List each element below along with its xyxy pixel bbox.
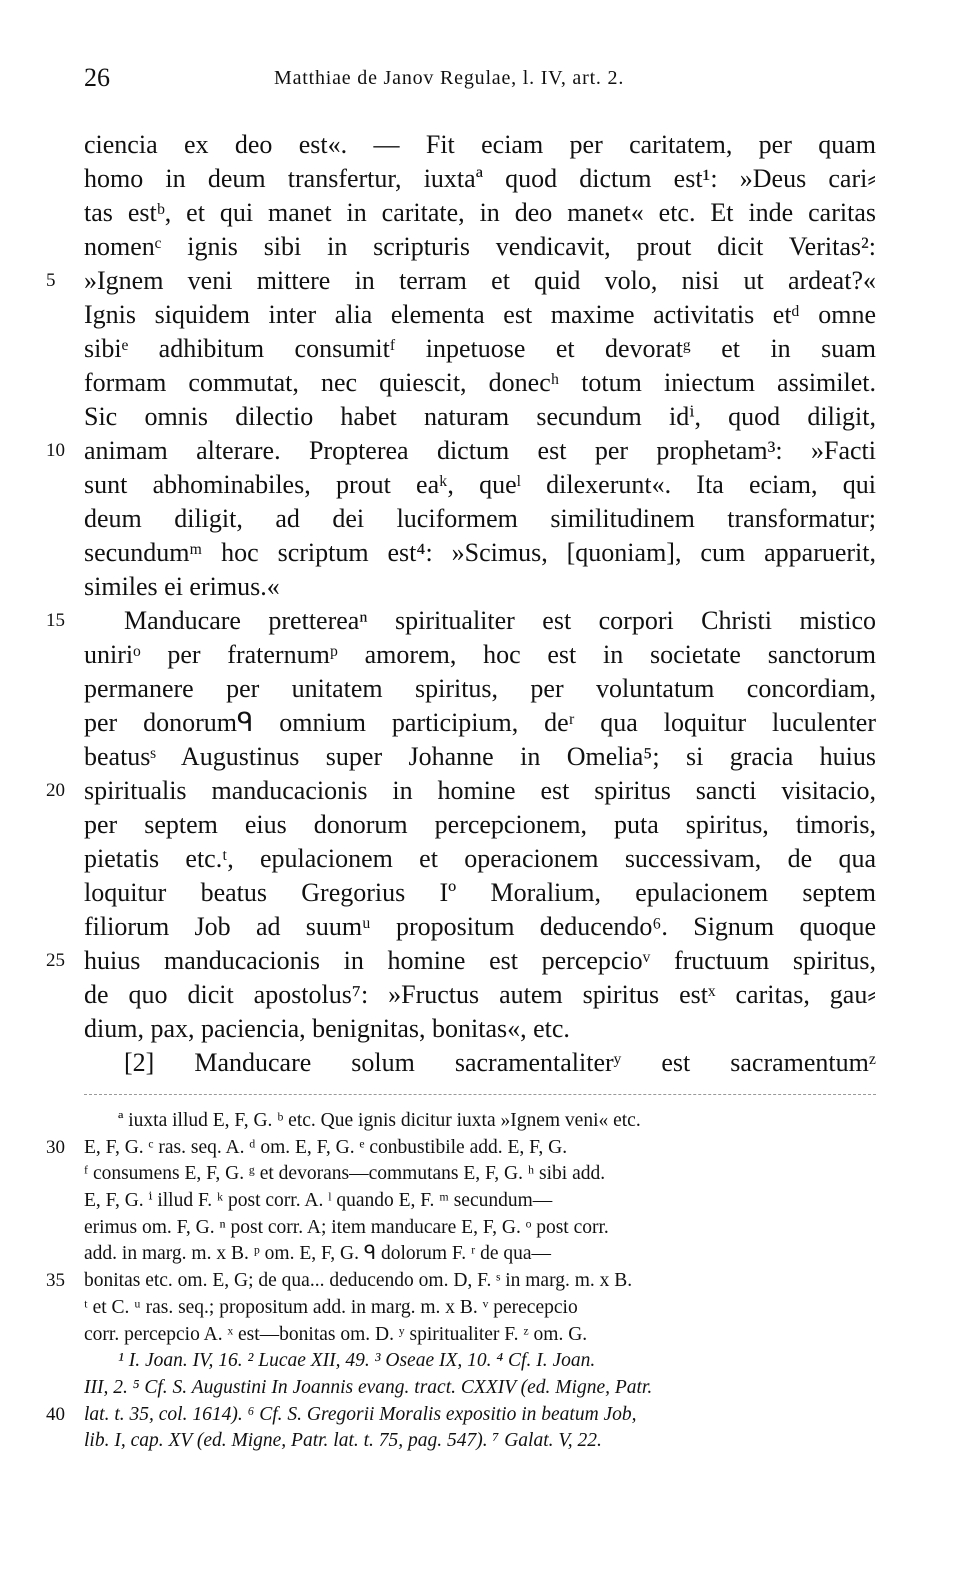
text-line-numbered <box>46 944 876 978</box>
source-note-text: ¹ I. Joan. IV, 16. ² Lucae XII, 49. ³ Oseae IX, 10. ⁴ Cf. I. Joan. <box>118 1350 596 1372</box>
text-line: spiritualis manducacionis in homine est spiritus sancti visitacio, <box>84 776 876 805</box>
text-line-numbered <box>46 434 876 468</box>
text-line: homo in deum transfertur, iuxtaª quod dictum est¹: »Deus cari⸗ <box>84 164 876 193</box>
text-line: de quo dicit apostolus⁷: »Fructus autem spiritus estˣ caritas, gau⸗ <box>84 980 876 1009</box>
text-line: filiorum Job ad suumᵘ propositum deducendo⁶. Signum quoque <box>84 912 876 941</box>
text-line: pietatis etc.ᵗ, epulacionem et operacionem successivam, de qua <box>84 844 876 873</box>
footnote-divider <box>84 1094 876 1095</box>
running-header <box>84 63 876 99</box>
footnotes <box>46 1108 876 1455</box>
main-text <box>46 128 876 1080</box>
text-line: similes ei erimus.« <box>84 572 280 601</box>
text-line: formam commutat, nec quiescit, donecʰ totum iniectum assimilet. <box>84 368 876 397</box>
text-line-numbered <box>46 774 876 808</box>
footnote-line: ᶠ consumens E, F, G. ᵍ et devorans—commutans E, F, G. ʰ sibi add. <box>84 1163 606 1185</box>
source-note-line-numbered <box>46 1402 876 1429</box>
line-number: 40 <box>46 1403 65 1425</box>
text-line: Sic omnis dilectio habet naturam secundum idⁱ, quod diligit, <box>84 402 876 431</box>
source-note-line <box>84 1348 876 1375</box>
footnote-line: ª iuxta illud E, F, G. ᵇ etc. Que ignis dicitur iuxta »Ignem veni« etc. <box>118 1110 641 1131</box>
footnote-line: E, F, G. ⁱ illud F. ᵏ post corr. A. ˡ quando E, F. ᵐ secundum— <box>84 1190 553 1212</box>
footnote-line: corr. percepcio A. ˣ est—bonitas om. D. ʸ spiritualiter F. ᶻ om. G. <box>84 1323 588 1345</box>
text-line: nomenᶜ ignis sibi in scripturis vendicavit, prout dicit Veritas²: <box>84 232 876 261</box>
text-line: Manducare prettereaⁿ spiritualiter est corpori Christi mistico <box>124 606 876 635</box>
footnote-line: ᵗ et C. ᵘ ras. seq.; propositum add. in marg. m. x B. ᵛ perecepcio <box>84 1296 578 1318</box>
line-number: 5 <box>46 270 56 291</box>
line-number: 15 <box>46 610 65 631</box>
text-line-numbered <box>46 264 876 298</box>
text-line: secundumᵐ hoc scriptum est⁴: »Scimus, [quoniam], cum apparuerit, <box>84 538 876 567</box>
text-line: »Ignem veni mittere in terram et quid volo, nisi ut ardeat?« <box>84 266 876 295</box>
text-line: uniriᵒ per fraternumᵖ amorem, hoc est in societate sanctorum <box>84 640 876 669</box>
line-number: 25 <box>46 950 65 971</box>
text-line: sunt abhominabiles, prout eaᵏ, queˡ dilexerunt«. Ita eciam, qui <box>84 470 876 499</box>
text-line: animam alterare. Propterea dictum est per prophetam³: »Facti <box>84 436 876 465</box>
text-line: per donorumᑫ omnium participium, deʳ qua loquitur luculenter <box>84 708 876 737</box>
source-note-text: III, 2. ⁵ Cf. S. Augustini In Joannis evang. tract. CXXIV (ed. Migne, Patr. <box>84 1376 653 1398</box>
text-line: [2] Manducare solum sacramentaliterʸ est sacramentumᶻ <box>124 1048 876 1077</box>
text-line: huius manducacionis in homine est percepcioᵛ fructuum spiritus, <box>84 946 876 975</box>
text-line: tas estᵇ, et qui manet in caritate, in deo manet« etc. Et inde caritas <box>84 198 876 227</box>
footnote-line-numbered <box>46 1135 876 1162</box>
page-number: 26 <box>84 63 110 92</box>
text-line: dium, pax, paciencia, benignitas, bonitas«, etc. <box>84 1014 570 1043</box>
text-line-numbered <box>46 604 876 638</box>
source-note-line <box>84 1428 876 1455</box>
footnote-line: bonitas etc. om. E, G; de qua... deducendo om. D, F. ˢ in marg. m. x B. <box>84 1270 633 1292</box>
footnote-line: E, F, G. ᶜ ras. seq. A. ᵈ om. E, F, G. ᵉ conbustibile add. E, F, G. <box>84 1136 568 1158</box>
source-note-line <box>84 1375 876 1402</box>
text-line: per septem eius donorum percepcionem, puta spiritus, timoris, <box>84 810 876 839</box>
text-line-numbered <box>84 1046 876 1080</box>
line-number: 35 <box>46 1270 65 1292</box>
line-number: 30 <box>46 1136 65 1158</box>
text-line: ciencia ex deo est«. — Fit eciam per caritatem, per quam <box>84 130 876 159</box>
text-line: Ignis siquidem inter alia elementa est maxime activitatis etᵈ omne <box>84 300 876 329</box>
footnote-line: erimus om. F, G. ⁿ post corr. A; item manducare E, F, G. ᵒ post corr. <box>84 1216 609 1238</box>
running-title: Matthiae de Janov Regulae, l. IV, art. 2. <box>274 67 625 89</box>
text-line: deum diligit, ad dei luciformem similitudinem transformatur; <box>84 504 876 533</box>
line-number: 20 <box>46 780 65 801</box>
text-line: loquitur beatus Gregorius Iº Moralium, epulacionem septem <box>84 878 876 907</box>
text-line: permanere per unitatem spiritus, per voluntatum concordiam, <box>84 674 876 703</box>
text-line: beatusˢ Augustinus super Johanne in Omelia⁵; si gracia huius <box>84 742 876 771</box>
source-note-text: lib. I, cap. XV (ed. Migne, Patr. lat. t. 75, pag. 547). ⁷ Galat. V, 22. <box>84 1430 602 1452</box>
footnote-line-numbered <box>46 1268 876 1295</box>
text-line: sibiᵉ adhibitum consumitᶠ inpetuose et devoratᵍ et in suam <box>84 334 876 363</box>
source-note-text: lat. t. 35, col. 1614). ⁶ Cf. S. Gregorii Moralis expositio in beatum Job, <box>84 1403 637 1425</box>
line-number: 10 <box>46 440 65 461</box>
footnote-line: add. in marg. m. x B. ᵖ om. E, F, G. ᑫ dolorum F. ʳ de qua— <box>84 1243 552 1265</box>
